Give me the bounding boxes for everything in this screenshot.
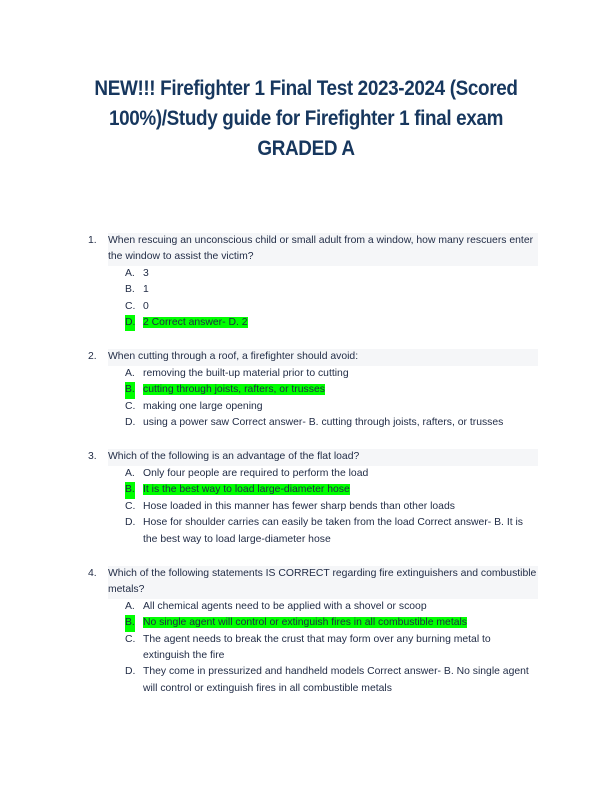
option-letter: D. [125, 315, 135, 331]
option-letter: C. [125, 300, 136, 312]
option-text: making one large opening [143, 400, 263, 412]
answer-option [125, 499, 538, 515]
question-item [88, 566, 538, 697]
answer-option-highlighted [125, 382, 538, 398]
answer-option [125, 515, 538, 548]
question-number: 2. [88, 351, 97, 363]
option-letter: C. [125, 400, 136, 412]
answer-option [125, 366, 538, 382]
question-text: Which of the following is an advantage of the flat load? [108, 449, 538, 465]
answer-option [125, 282, 538, 298]
option-text: It is the best way to load large-diameter hose [143, 484, 350, 496]
option-text: The agent needs to break the crust that may form over any burning metal to extinguish the fire [143, 633, 491, 661]
answer-option [125, 415, 538, 431]
question-item [88, 233, 538, 331]
option-letter: B. [125, 382, 135, 398]
answer-option [125, 266, 538, 282]
option-letter: D. [125, 417, 136, 429]
question-number: 1. [88, 235, 97, 246]
option-letter: C. [125, 500, 136, 512]
option-text: 3 [143, 267, 149, 279]
question-text: When rescuing an unconscious child or small adult from a window, how many rescuers enter the window to assist the victim? [108, 233, 538, 266]
option-text: Only four people are required to perform the load [143, 467, 369, 479]
question-list [88, 233, 538, 715]
option-text: No single agent will control or extinguish fires in all combustible metals [143, 617, 467, 629]
option-text: Hose loaded in this manner has fewer sharp bends than other loads [143, 500, 455, 512]
question-number: 4. [88, 567, 97, 579]
answer-options [125, 366, 538, 432]
option-letter: B. [125, 482, 135, 498]
question-item [88, 449, 538, 547]
answer-option-highlighted [125, 315, 538, 331]
option-text: cutting through joists, rafters, or trusses [143, 384, 325, 396]
answer-option [125, 466, 538, 482]
answer-options [125, 599, 538, 697]
option-letter: C. [125, 633, 136, 645]
answer-option [125, 632, 538, 665]
answer-options [125, 266, 538, 332]
option-letter: D. [125, 666, 136, 678]
question-text: When cutting through a roof, a firefighter should avoid: [108, 349, 538, 365]
option-letter: A. [125, 367, 135, 379]
option-letter: D. [125, 517, 136, 529]
option-letter: A. [125, 267, 135, 279]
option-letter: B. [125, 284, 135, 296]
option-text: They come in pressurized and handheld models Correct answer- B. No single agent will control or extinguish fires in all combustible metals [143, 666, 529, 694]
option-text: Hose for shoulder carries can easily be taken from the load Correct answer- B. It is the best way to load large-diameter hose [143, 517, 523, 545]
option-text: All chemical agents need to be applied with a shovel or scoop [143, 600, 427, 612]
document-title: NEW!!! Firefighter 1 Final Test 2023-2024 (Scored 100%)/Study guide for Firefighter 1 final exam GRADED A [94, 77, 518, 160]
answer-option-highlighted [125, 482, 538, 498]
answer-option [125, 664, 538, 697]
answer-option [125, 399, 538, 415]
answer-option [125, 299, 538, 315]
option-text: 1 [143, 284, 149, 296]
answer-option [125, 599, 538, 615]
option-letter: B. [125, 615, 135, 631]
option-text: using a power saw Correct answer- B. cutting through joists, rafters, or trusses [143, 417, 504, 429]
option-letter: A. [125, 600, 135, 612]
answer-options [125, 466, 538, 548]
question-text: Which of the following statements IS CORRECT regarding fire extinguishers and combustible metals? [108, 566, 538, 599]
answer-option-highlighted [125, 615, 538, 631]
question-item [88, 349, 538, 431]
option-text: 0 [143, 300, 149, 312]
option-letter: A. [125, 467, 135, 479]
option-text: removing the built-up material prior to cutting [143, 367, 349, 379]
option-text: 2 Correct answer- D. 2 [143, 317, 248, 329]
question-number: 3. [88, 451, 97, 463]
